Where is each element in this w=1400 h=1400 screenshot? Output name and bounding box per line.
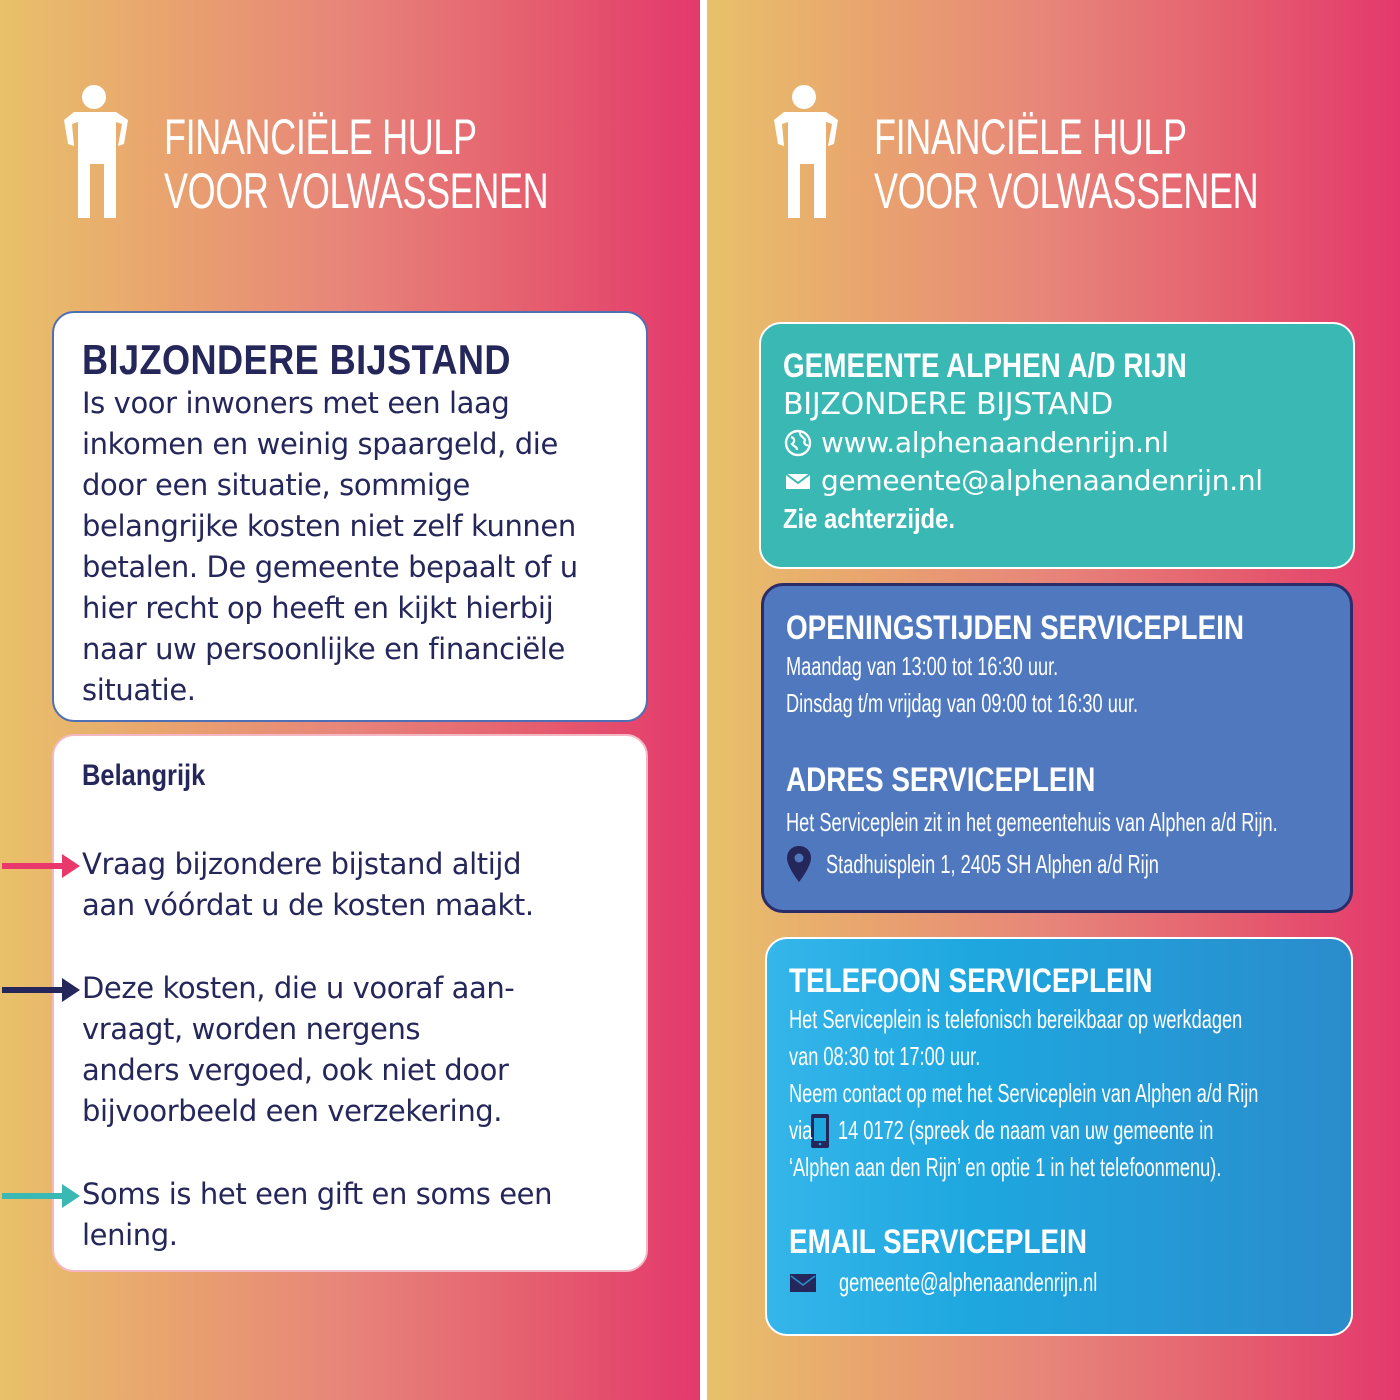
- bullet-item: [82, 844, 626, 926]
- intro-line: door een situatie, sommige: [82, 468, 470, 502]
- bullet-line: Vraag bijzondere bijstand altijd: [82, 847, 522, 881]
- arrow-right-icon: [2, 1184, 80, 1208]
- phone-email-card: [765, 937, 1353, 1336]
- contact-card: [759, 322, 1355, 569]
- left-header: [60, 84, 698, 218]
- email-row[interactable]: [789, 1264, 1331, 1301]
- globe-icon: [783, 428, 813, 458]
- title-line-2: VOOR VOLWASSENEN: [874, 163, 1259, 219]
- contact-title: GEMEENTE ALPHEN A/D RIJN: [783, 347, 1187, 385]
- bullet-line: bijvoorbeeld een verzekering.: [82, 1094, 503, 1128]
- intro-title: BIJZONDERE BIJSTAND: [82, 336, 511, 383]
- phone-via: via: [789, 1115, 813, 1145]
- email-title: EMAIL SERVICEPLEIN: [789, 1223, 1087, 1261]
- title-line-2: VOOR VOLWASSENEN: [164, 163, 549, 219]
- arrow-right-icon: [2, 978, 80, 1002]
- hours-title: OPENINGSTIJDEN SERVICEPLEIN: [786, 609, 1245, 647]
- page-title: [874, 110, 1258, 218]
- intro-line: inkomen en weinig spaargeld, die: [82, 427, 558, 461]
- phone-title: TELEFOON SERVICEPLEIN: [789, 962, 1153, 1000]
- intro-line: Is voor inwoners met een laag: [82, 386, 510, 420]
- hours-address-card: [761, 583, 1353, 913]
- see-back-note: Zie achterzijde.: [783, 503, 955, 534]
- intro-card: [52, 311, 648, 722]
- bullet-line: anders vergoed, ook niet door: [82, 1053, 509, 1087]
- title-line-1: FINANCIËLE HULP: [874, 109, 1187, 165]
- website-row[interactable]: [783, 424, 1333, 462]
- envelope-icon: [783, 466, 813, 496]
- phone-line: Het Serviceplein is telefonisch bereikbaar op werkdagen: [789, 1004, 1243, 1034]
- phone-line: ‘Alphen aan den Rijn’ en optie 1 in het telefoonmenu).: [789, 1152, 1222, 1182]
- contact-subtitle: BIJZONDERE BIJSTAND: [783, 387, 1113, 422]
- address-description: Het Serviceplein zit in het gemeentehuis van Alphen a/d Rijn.: [786, 807, 1278, 837]
- intro-line: belangrijke kosten niet zelf kunnen: [82, 509, 576, 543]
- title-line-1: FINANCIËLE HULP: [164, 109, 477, 165]
- address-text: Stadhuisplein 1, 2405 SH Alphen a/d Rijn: [826, 848, 1159, 879]
- phone-line: van 08:30 tot 17:00 uur.: [789, 1041, 981, 1071]
- important-card: [52, 734, 648, 1272]
- right-header: [770, 84, 1400, 218]
- intro-line: betalen. De gemeente bepaalt of u: [82, 550, 578, 584]
- phone-number-row: [789, 1112, 1331, 1149]
- bullet-line: Soms is het een gift en soms een: [82, 1177, 553, 1211]
- map-pin-icon: [786, 845, 812, 883]
- page-title: [164, 110, 548, 218]
- bullet-line: lening.: [82, 1218, 178, 1252]
- email-row[interactable]: [783, 462, 1333, 500]
- phone-number[interactable]: 14 0172 (spreek de naam van uw gemeente in: [838, 1115, 1214, 1145]
- intro-line: naar uw persoonlijke en financiële: [82, 632, 565, 666]
- intro-line: hier recht op heeft en kijkt hierbij: [82, 591, 554, 625]
- arrow-right-icon: [2, 854, 80, 878]
- bullet-line: vraagt, worden nergens: [82, 1012, 421, 1046]
- hours-line: Maandag van 13:00 tot 16:30 uur.: [786, 651, 1059, 681]
- email-link[interactable]: gemeente@alphenaandenrijn.nl: [821, 464, 1263, 497]
- important-title: Belangrijk: [82, 759, 206, 792]
- envelope-icon: [789, 1272, 817, 1294]
- person-icon: [770, 84, 852, 218]
- email-link[interactable]: gemeente@alphenaandenrijn.nl: [839, 1267, 1098, 1297]
- bullet-item: [82, 1174, 626, 1256]
- address-row: [786, 845, 1330, 883]
- website-link[interactable]: www.alphenaandenrijn.nl: [821, 426, 1169, 459]
- intro-line: situatie.: [82, 673, 196, 707]
- bullet-line: aan vóórdat u de kosten maakt.: [82, 888, 534, 922]
- address-title: ADRES SERVICEPLEIN: [786, 761, 1096, 799]
- mobile-phone-icon: [810, 1113, 830, 1149]
- bullet-item: [82, 968, 626, 1132]
- person-icon: [60, 84, 142, 218]
- bullet-line: Deze kosten, die u vooraf aan-: [82, 971, 515, 1005]
- hours-line: Dinsdag t/m vrijdag van 09:00 tot 16:30 uur.: [786, 688, 1139, 718]
- phone-line: Neem contact op met het Serviceplein van Alphen a/d Rijn: [789, 1078, 1259, 1108]
